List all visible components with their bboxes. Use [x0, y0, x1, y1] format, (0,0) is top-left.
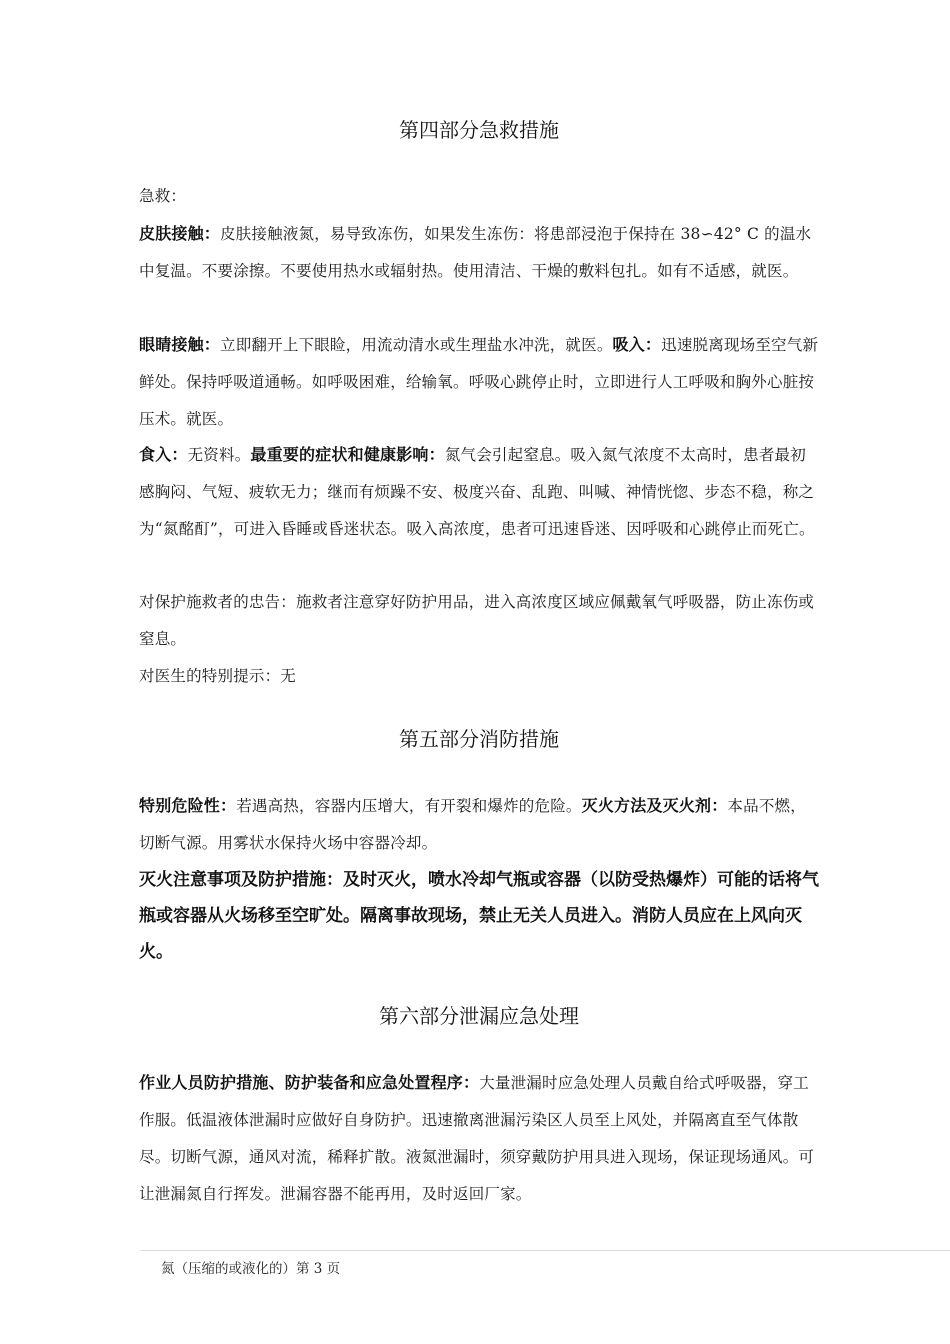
skin-contact-label: 皮肤接触： — [139, 224, 221, 243]
leak-procedure-label: 作业人员防护措施、防护装备和应急处置程序： — [139, 1073, 480, 1092]
eye-contact-text: 立即翻开上下眼睑，用流动清水或生理盐水冲洗，就医。 — [220, 336, 613, 354]
footer-divider — [141, 1250, 950, 1251]
section-4-title: 第四部分急救措施 — [399, 118, 559, 142]
leak-procedure-paragraph — [139, 1064, 819, 1213]
symptoms-text: 氮气会引起窒息。吸入氮气浓度不太高时，患者最初感胸闷、气短、疲软无力；继而有烦躁不安、极度兴奋、乱跑、叫喊、神情恍惚、步态不稳，称之为“氮酩酊”，可进入昏睡或昏迷状态。吸入高浓度，患者可迅速昏迷、因呼吸和心跳停止而死亡。 — [139, 446, 815, 538]
extinguish-method-label: 灭火方法及灭火剂： — [581, 796, 728, 815]
doctor-note: 对医生的特别提示：无 — [139, 667, 297, 685]
leak-procedure-text: 大量泄漏时应急处理人员戴自给式呼吸器，穿工作服。低温液体泄漏时应做好自身防护。迅速撤离泄漏污染区人员至上风处，并隔离直至气体散尽。切断气源，通风对流，稀释扩散。液氮泄漏时，须穿戴防护用具进入现场，保证现场通风。可让泄漏氮自行挥发。泄漏容器不能再用，及时返回厂家。 — [139, 1074, 815, 1203]
fire-hazard-paragraph — [139, 787, 819, 862]
skin-contact-paragraph — [139, 215, 819, 290]
firefighting-precautions: 灭火注意事项及防护措施：及时灭火，喷水冷却气瓶或容器（以防受热爆炸）可能的话将气瓶或容器从火场移至空旷处。隔离事故现场，禁止无关人员进入。消防人员应在上风向灭火。 — [139, 870, 819, 962]
skin-contact-text: 皮肤接触液氮，易导致冻伤，如果发生冻伤：将患部浸泡于保持在 38∽42° C 的温水中复温。不要涂擦。不要使用热水或辐射热。使用清洁、干燥的敷料包扎。如有不适感，就医。 — [139, 225, 812, 280]
special-hazard-label: 特别危险性： — [139, 796, 237, 815]
symptoms-label: 最重要的症状和健康影响： — [250, 445, 445, 464]
first-aid-heading: 急救： — [139, 187, 187, 205]
page-footer: 氮（压缩的或液化的）第 3 页 — [161, 1261, 341, 1277]
section-5-title: 第五部分消防措施 — [399, 727, 559, 751]
extinguish-method-text: 本品不燃，切断气源。用雾状水保持火场中容器冷却。 — [139, 797, 806, 852]
eye-contact-label: 眼睛接触： — [139, 335, 221, 354]
ingestion-label: 食入： — [139, 445, 188, 464]
rescuer-advice: 对保护施救者的忠告：施救者注意穿好防护用品，进入高浓度区域应佩戴氧气呼吸器，防止冻伤或窒息。 — [139, 593, 815, 648]
eye-inhale-paragraph — [139, 326, 819, 438]
special-hazard-text: 若遇高热，容器内压增大，有开裂和爆炸的危险。 — [236, 797, 582, 815]
ingestion-symptoms-paragraph — [139, 436, 819, 548]
inhalation-label: 吸入： — [612, 335, 662, 354]
ingestion-text: 无资料。 — [187, 446, 251, 464]
inhalation-text: 迅速脱离现场至空气新鲜处。保持呼吸道通畅。如呼吸困难，给输氧。呼吸心跳停止时，立即进行人工呼吸和胸外心脏按压术。就医。 — [139, 336, 819, 428]
section-6-title: 第六部分泄漏应急处理 — [379, 1004, 579, 1028]
